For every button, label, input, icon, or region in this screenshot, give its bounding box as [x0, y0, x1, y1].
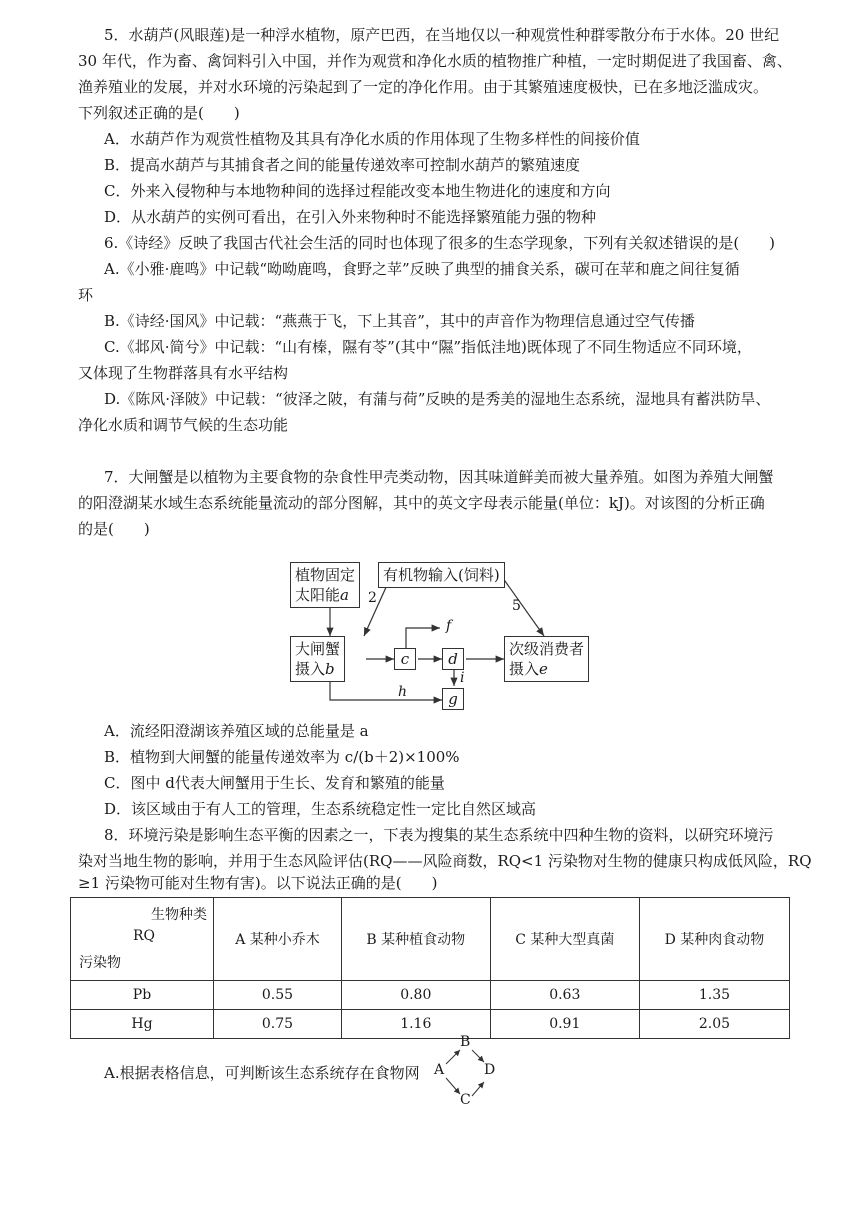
plant-box-line1: 植物固定: [295, 566, 356, 584]
column-header-d: D 某种肉食动物: [639, 898, 789, 981]
crab-box-line2: 摄入: [295, 660, 326, 678]
rq-table: [70, 897, 790, 1039]
node-g: g: [442, 688, 464, 710]
q8-option-a: A.根据表格信息，可判断该生态系统存在食物网: [104, 1064, 420, 1082]
cell-pb-b: 0.80: [341, 981, 490, 1010]
column-header-a: A 某种小乔木: [214, 898, 342, 981]
q8-line-2: 染对当地生物的影响，并用于生态风险评估(RQ——风险商数，RQ<1 污染物对生物的健康只构成低风险，RQ: [78, 852, 812, 870]
arrow-crab-g: [330, 680, 442, 700]
q5-option-c: C．外来入侵物种与本地物种间的选择过程能改变本地生物进化的速度和方向: [104, 182, 611, 200]
label-f: f: [446, 618, 452, 634]
column-header-c: C 某种大型真菌: [490, 898, 639, 981]
q6-line-1: A.《小雅·鹿鸣》中记载“呦呦鹿鸣，食野之苹”反映了典型的捕食关系，碳可在苹和鹿之间往复循: [104, 260, 740, 278]
header-corner-rq: RQ: [133, 928, 156, 944]
table-header-row: [71, 898, 790, 981]
header-corner-pollutant: 污染物: [79, 955, 121, 971]
plant-fixed-energy-box: [290, 562, 360, 608]
web-node-a: A: [434, 1062, 445, 1078]
q7-option-a: A．流经阳澄湖该养殖区域的总能量是 a: [104, 722, 369, 740]
cell-hg-b: 1.16: [341, 1010, 490, 1039]
column-header-b: B 某种植食动物: [341, 898, 490, 981]
crab-intake-box: [290, 636, 345, 682]
q7-line-3: 的是( ): [78, 520, 150, 538]
cell-pb-d: 1.35: [639, 981, 789, 1010]
q6-line-4: C.《邶风·简兮》中记载：“山有榛，隰有苓”(其中“隰”指低洼地)既体现了不同生物适应不同环境，: [104, 338, 752, 356]
table-row: [71, 1010, 790, 1039]
q6-line-3: B.《诗经·国风》中记载：“燕燕于飞，下上其音”，其中的声音作为物理信息通过空气传播: [104, 312, 695, 330]
secondary-box-line1: 次级消费者: [509, 640, 585, 658]
q7-option-b: B．植物到大闸蟹的能量传递效率为 c/(b＋2)×100%: [104, 748, 460, 766]
q8-line-1: 8．环境污染是影响生态平衡的因素之一，下表为搜集的某生态系统中四种生物的资料，以研究环境污: [104, 826, 774, 844]
q7-line-2: 的阳澄湖某水域生态系统能量流动的部分图解，其中的英文字母表示能量(单位：kJ)。对该图的分析正确: [78, 494, 765, 512]
crab-var: b: [325, 660, 335, 678]
web-node-b: B: [460, 1034, 471, 1050]
header-corner-species: 生物种类: [151, 907, 207, 923]
header-corner-cell: [71, 898, 214, 981]
cell-hg-d: 2.05: [639, 1010, 789, 1039]
secondary-box-line2: 摄入: [509, 660, 540, 678]
q5-option-d: D．从水葫芦的实例可看出，在引入外来物种时不能选择繁殖能力强的物种: [104, 208, 597, 226]
secondary-consumer-box: [504, 636, 589, 682]
plant-var: a: [340, 586, 349, 604]
q5-option-a: A．水葫芦作为观赏性植物及其具有净化水质的作用体现了生物多样性的间接价值: [104, 130, 640, 148]
arrow-c-d: [472, 1082, 484, 1096]
q7-option-d: D．该区域由于有人工的管理，生态系统稳定性一定比自然区域高: [104, 800, 537, 818]
arrow-a-c: [446, 1078, 460, 1094]
web-node-c: C: [460, 1092, 471, 1108]
q6-line-5: 又体现了生物群落具有水平结构: [78, 364, 289, 382]
q5-line-4: 下列叙述正确的是( ): [78, 104, 240, 122]
q6-stem: 6.《诗经》反映了我国古代社会生活的同时也体现了很多的生态学现象，下列有关叙述错误的是( ): [104, 234, 776, 252]
table-row: [71, 981, 790, 1010]
q5-line-2: 30 年代，作为畜、禽饲料引入中国，并作为观赏和净化水质的植物推广种植，一定时期促进了我国畜、禽、: [78, 52, 792, 70]
energy-flow-diagram: [282, 560, 592, 712]
organic-input-box: [378, 562, 505, 588]
label-2: 2: [368, 590, 377, 606]
secondary-var: e: [539, 660, 548, 678]
q6-line-2: 环: [78, 286, 94, 304]
label-5: 5: [512, 598, 521, 614]
cell-hg-a: 0.75: [214, 1010, 342, 1039]
q6-line-6: D.《陈风·泽陂》中记载：“彼泽之陂，有蒲与荷”反映的是秀美的湿地生态系统，湿地具有蓄洪防旱、: [104, 390, 771, 408]
q7-line-1: 7．大闸蟹是以植物为主要食物的杂食性甲壳类动物，因其味道鲜美而被大量养殖。如图为养殖大闸蟹: [104, 468, 774, 486]
q6-line-7: 净化水质和调节气候的生态功能: [78, 416, 289, 434]
q5-line-1: 5．水葫芦(风眼莲)是一种浮水植物，原产巴西，在当地仅以一种观赏性种群零散分布于水体。20 世纪: [104, 26, 780, 44]
arrow-b-d: [472, 1050, 484, 1062]
cell-hg-c: 0.91: [490, 1010, 639, 1039]
row-name-hg: Hg: [71, 1010, 214, 1039]
label-h: h: [398, 684, 408, 700]
cell-pb-a: 0.55: [214, 981, 342, 1010]
cell-pb-c: 0.63: [490, 981, 639, 1010]
organic-input-label: 有机物输入(饲料): [383, 566, 500, 584]
crab-box-line1: 大闸蟹: [295, 640, 341, 658]
arrow-c-f: [406, 628, 440, 649]
q5-line-3: 渔养殖业的发展，并对水环境的污染起到了一定的净化作用。由于其繁殖速度极快，已在多地泛滥成灾。: [78, 78, 769, 96]
q7-option-c: C．图中 d代表大闸蟹用于生长、发育和繁殖的能量: [104, 774, 445, 792]
arrow-a-b: [446, 1050, 460, 1064]
arrow-input-secondary: [500, 574, 544, 636]
q5-option-b: B．提高水葫芦与其捕食者之间的能量传递效率可控制水葫芦的繁殖速度: [104, 156, 581, 174]
label-i: i: [460, 670, 465, 686]
plant-box-line2: 太阳能: [295, 586, 341, 604]
food-web-diagram: [432, 1036, 502, 1110]
node-d: d: [442, 648, 464, 670]
q8-line-3: ≥1 污染物可能对生物有害)。以下说法正确的是( ): [78, 874, 438, 892]
row-name-pb: Pb: [71, 981, 214, 1010]
web-node-d: D: [484, 1062, 496, 1078]
node-c: c: [394, 648, 416, 670]
